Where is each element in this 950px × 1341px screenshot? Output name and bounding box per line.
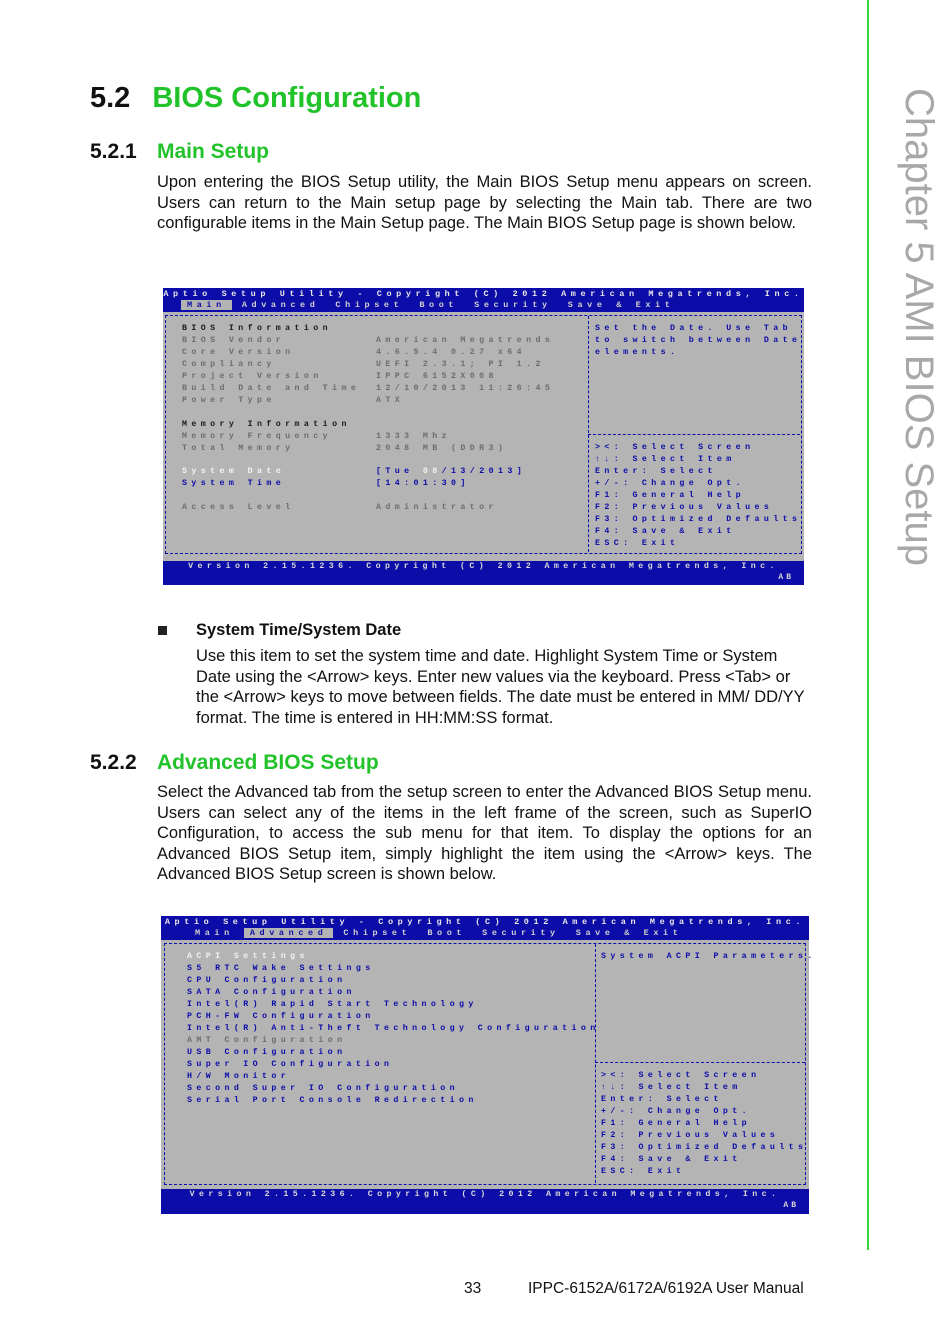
- bios-advanced-menu-item[interactable]: Serial Port Console Redirection: [187, 1096, 478, 1105]
- bios-advanced-menu-item[interactable]: S5 RTC Wake Settings: [187, 964, 375, 973]
- bios-advanced-key-hint: +/-: Change Opt.: [601, 1107, 752, 1116]
- bios-advanced-key-hint: ↑↓: Select Item: [601, 1083, 742, 1092]
- bios-advanced-header-bar: [161, 916, 809, 940]
- bios-main-tab-security[interactable]: Security: [474, 300, 552, 310]
- bios-main-row-label: Memory Frequency: [182, 432, 333, 441]
- bios-advanced-menu-item[interactable]: Intel(R) Rapid Start Technology: [187, 1000, 478, 1009]
- bios-main-row-label: Project Version: [182, 372, 323, 381]
- bios-advanced-hdivider: [595, 1062, 805, 1063]
- bios-main-row-value: American Megatrends: [376, 336, 555, 345]
- bios-advanced-menu-item[interactable]: H/W Monitor: [187, 1072, 291, 1081]
- bios-main-row-value: UEFI 2.3.1; PI 1.2: [376, 360, 545, 369]
- bios-main-row-label: Build Date and Time: [182, 384, 361, 393]
- bios-advanced-vdivider: [595, 944, 596, 1183]
- date-highlighted-field[interactable]: 08: [422, 467, 442, 476]
- bios-advanced-key-hint: Enter: Select: [601, 1095, 723, 1104]
- bios-advanced-key-hint: ESC: Exit: [601, 1167, 686, 1176]
- bios-main-row-value[interactable]: [14:01:30]: [376, 479, 470, 488]
- bios-main-hdivider: [588, 434, 800, 435]
- bios-main-row-value: 2048 MB (DDR3): [376, 444, 508, 453]
- bios-advanced-menu-item[interactable]: USB Configuration: [187, 1048, 347, 1057]
- bios-main-row-value: ATX: [376, 396, 405, 405]
- bios-advanced-menu-item[interactable]: Intel(R) Anti-Theft Technology Configuration: [187, 1024, 600, 1033]
- date-prefix: [Tue: [376, 467, 423, 476]
- bios-advanced-tabs: [189, 928, 692, 938]
- advanced-setup-number: 5.2.2: [90, 751, 137, 774]
- bios-main-header-bar: [163, 288, 804, 312]
- advanced-setup-paragraph: Select the Advanced tab from the setup screen to enter the Advanced BIOS Setup menu. Users can select any of the items in the left frame of the screen, such as SuperIO Configuration, to access the sub menu for that item. To display the options for an Advanced BIOS Setup item, simply highlight the item using the <Arrow> keys. The Advanced BIOS Setup screen is shown below.: [157, 783, 812, 884]
- system-time-paragraph: Use this item to set the system time and date. Highlight System Time or System Date using the <Arrow> keys. Enter new values via the keyboard. Press <Tab> or the <Arrow> keys to move between fields. The date must be entered in MM/ DD/YY format. The time is entered in HH:MM:SS format.: [196, 647, 805, 727]
- bios-advanced-menu-item[interactable]: AMT Configuration: [187, 1036, 347, 1045]
- bios-main-row-label: Compliancy: [182, 360, 276, 369]
- bios-advanced-menu-item[interactable]: PCH-FW Configuration: [187, 1012, 375, 1021]
- bios-main-screenshot: [163, 288, 804, 585]
- bios-main-row-value: 4.6.5.4 0.27 x64: [376, 348, 527, 357]
- chapter-sidebar: [868, 88, 948, 568]
- bios-main-key-hint: +/-: Change Opt.: [595, 479, 746, 488]
- bios-main-key-hint: Enter: Select: [595, 467, 717, 476]
- bios-main-row-value: 12/10/2013 11:26:45: [376, 384, 555, 393]
- bios-advanced-header-title: Aptio Setup Utility - Copyright (C) 2012 American Megatrends, Inc.: [164, 917, 806, 927]
- bios-advanced-footer-bar: [161, 1189, 809, 1214]
- bios-main-key-hint: ESC: Exit: [595, 539, 680, 548]
- bios-main-help-line: to switch between Date: [595, 336, 802, 345]
- bios-main-footer-text: Version 2.15.1236. Copyright (C) 2012 American Megatrends, Inc.: [188, 562, 779, 571]
- page-number: 33: [464, 1280, 482, 1297]
- bios-advanced-menu-item[interactable]: Super IO Configuration: [187, 1060, 394, 1069]
- bios-advanced-tab-boot[interactable]: Boot: [427, 928, 467, 938]
- bios-main-key-hint: F4: Save & Exit: [595, 527, 736, 536]
- bios-advanced-footer-text: Version 2.15.1236. Copyright (C) 2012 American Megatrends, Inc.: [189, 1190, 781, 1199]
- system-time-title: System Time/System Date: [196, 621, 402, 639]
- chapter-label: Chapter 5 AMI BIOS Setup: [897, 88, 941, 567]
- bios-advanced-menu-item[interactable]: ACPI Settings: [187, 952, 309, 961]
- bios-advanced-key-hint: ><: Select Screen: [601, 1071, 761, 1080]
- bios-main-row-label: Power Type: [182, 396, 276, 405]
- bios-main-tab-save-exit[interactable]: Save & Exit: [567, 300, 675, 310]
- main-setup-number: 5.2.1: [90, 140, 137, 163]
- bios-advanced-badge: AB: [783, 1201, 799, 1210]
- bios-main-key-hint: ↑↓: Select Item: [595, 455, 736, 464]
- bios-advanced-menu-item[interactable]: CPU Configuration: [187, 976, 347, 985]
- bios-main-tabs: [181, 300, 684, 310]
- bios-main-tab-chipset[interactable]: Chipset: [335, 300, 404, 310]
- bios-main-row-value: Administrator: [376, 503, 498, 512]
- bios-main-row-label: BIOS Information: [182, 324, 333, 333]
- bios-main-help-line: elements.: [595, 348, 680, 357]
- bios-main-row-label[interactable]: System Date: [182, 467, 286, 476]
- section-number: 5.2: [90, 82, 131, 114]
- bios-advanced-key-hint: F4: Save & Exit: [601, 1155, 742, 1164]
- bios-advanced-help-line: System ACPI Parameters.: [601, 952, 817, 961]
- bios-main-row-label: Total Memory: [182, 444, 295, 453]
- bios-advanced-tab-chipset[interactable]: Chipset: [343, 928, 412, 938]
- bios-main-key-hint: F2: Previous Values: [595, 503, 774, 512]
- section-title: BIOS Configuration: [152, 82, 422, 114]
- section-heading: [90, 82, 421, 115]
- bios-advanced-tab-main[interactable]: Main: [195, 928, 234, 938]
- bios-main-help-line: Set the Date. Use Tab: [595, 324, 792, 333]
- advanced-setup-heading: [90, 751, 379, 775]
- bios-main-row-value: 1333 Mhz: [376, 432, 452, 441]
- bios-main-row-value: IPPC 6152X008: [376, 372, 498, 381]
- bios-main-key-hint: ><: Select Screen: [595, 443, 755, 452]
- bios-advanced-tab-save-exit[interactable]: Save & Exit: [575, 928, 683, 938]
- main-setup-paragraph: Upon entering the BIOS Setup utility, the Main BIOS Setup menu appears on screen. Users can return to the Main setup page by selecting the Main tab. There are two configurable items in the Main Setup page. The Main BIOS Setup page is shown below.: [157, 173, 812, 233]
- bios-advanced-menu-item[interactable]: Second Super IO Configuration: [187, 1084, 459, 1093]
- main-setup-title: Main Setup: [157, 140, 270, 163]
- date-suffix: /13/2013]: [441, 467, 527, 476]
- bios-advanced-tab-security[interactable]: Security: [482, 928, 560, 938]
- main-setup-heading: [90, 140, 269, 164]
- advanced-setup-title: Advanced BIOS Setup: [157, 751, 379, 774]
- bios-advanced-tab-advanced[interactable]: Advanced: [244, 928, 334, 938]
- bios-advanced-key-hint: F1: General Help: [601, 1119, 752, 1128]
- bios-main-footer-bar: [163, 561, 804, 585]
- bios-advanced-key-hint: F3: Optimized Defaults: [601, 1143, 808, 1152]
- bios-main-system-date-value[interactable]: [376, 466, 526, 477]
- bios-advanced-menu-item[interactable]: SATA Configuration: [187, 988, 356, 997]
- bios-advanced-screenshot: [161, 916, 817, 1214]
- bios-main-row-label[interactable]: System Time: [182, 479, 286, 488]
- bios-main-row-label: BIOS Vendor: [182, 336, 286, 345]
- bios-main-tab-advanced[interactable]: Advanced: [241, 300, 320, 310]
- bios-main-tab-main[interactable]: Main: [181, 300, 232, 310]
- bios-advanced-key-hint: F2: Previous Values: [601, 1131, 780, 1140]
- bullet-square-icon: [158, 626, 167, 635]
- manual-title: IPPC-6152A/6172A/6192A User Manual: [528, 1280, 804, 1297]
- bios-main-row-label: Core Version: [182, 348, 295, 357]
- bios-main-header-title: Aptio Setup Utility - Copyright (C) 2012 American Megatrends, Inc.: [163, 289, 804, 299]
- bios-main-badge: AB: [778, 573, 794, 582]
- bios-main-row-label: Memory Information: [182, 420, 351, 429]
- bios-main-tab-boot[interactable]: Boot: [419, 300, 459, 310]
- bios-main-key-hint: F1: General Help: [595, 491, 746, 500]
- bios-main-row-label: Access Level: [182, 503, 295, 512]
- bios-main-key-hint: F3: Optimized Defaults: [595, 515, 802, 524]
